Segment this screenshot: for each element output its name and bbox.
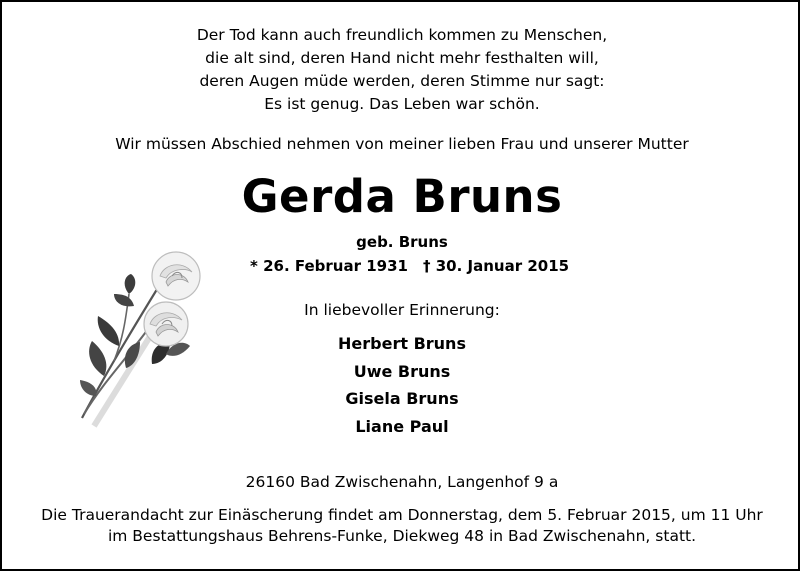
poem-line: Der Tod kann auch freundlich kommen zu Menschen, [196, 26, 608, 44]
farewell-intro: Wir müssen Abschied nehmen von meiner lieben Frau und unserer Mutter [115, 135, 689, 153]
poem [2, 24, 800, 116]
poem-line: die alt sind, deren Hand nicht mehr festhalten will, [205, 49, 599, 67]
maiden-name: geb. Bruns [356, 233, 448, 251]
death-date: † 30. Januar 2015 [423, 257, 570, 275]
address: 26160 Bad Zwischenahn, Langenhof 9 a [245, 473, 559, 491]
mourner-name: Herbert Bruns [338, 334, 466, 353]
poem-line: deren Augen müde werden, deren Stimme nur sagt: [199, 72, 605, 90]
memory-label: In liebevoller Erinnerung: [304, 301, 500, 319]
notice-line: Die Trauerandacht zur Einäscherung findet am Donnerstag, dem 5. Februar 2015, um 11 Uhr [41, 506, 763, 524]
mourners-list [2, 330, 800, 440]
deceased-name: Gerda Bruns [241, 170, 563, 223]
poem-line: Es ist genug. Das Leben war schön. [264, 95, 540, 113]
mourner-name: Liane Paul [355, 416, 449, 436]
service-notice [2, 505, 800, 547]
mourner-name: Uwe Bruns [353, 361, 451, 381]
notice-line: im Bestattungshaus Behrens-Funke, Diekweg 48 in Bad Zwischenahn, statt. [107, 527, 697, 545]
mourner-name: Gisela Bruns [345, 389, 459, 408]
birth-date: * 26. Februar 1931 [250, 257, 408, 275]
